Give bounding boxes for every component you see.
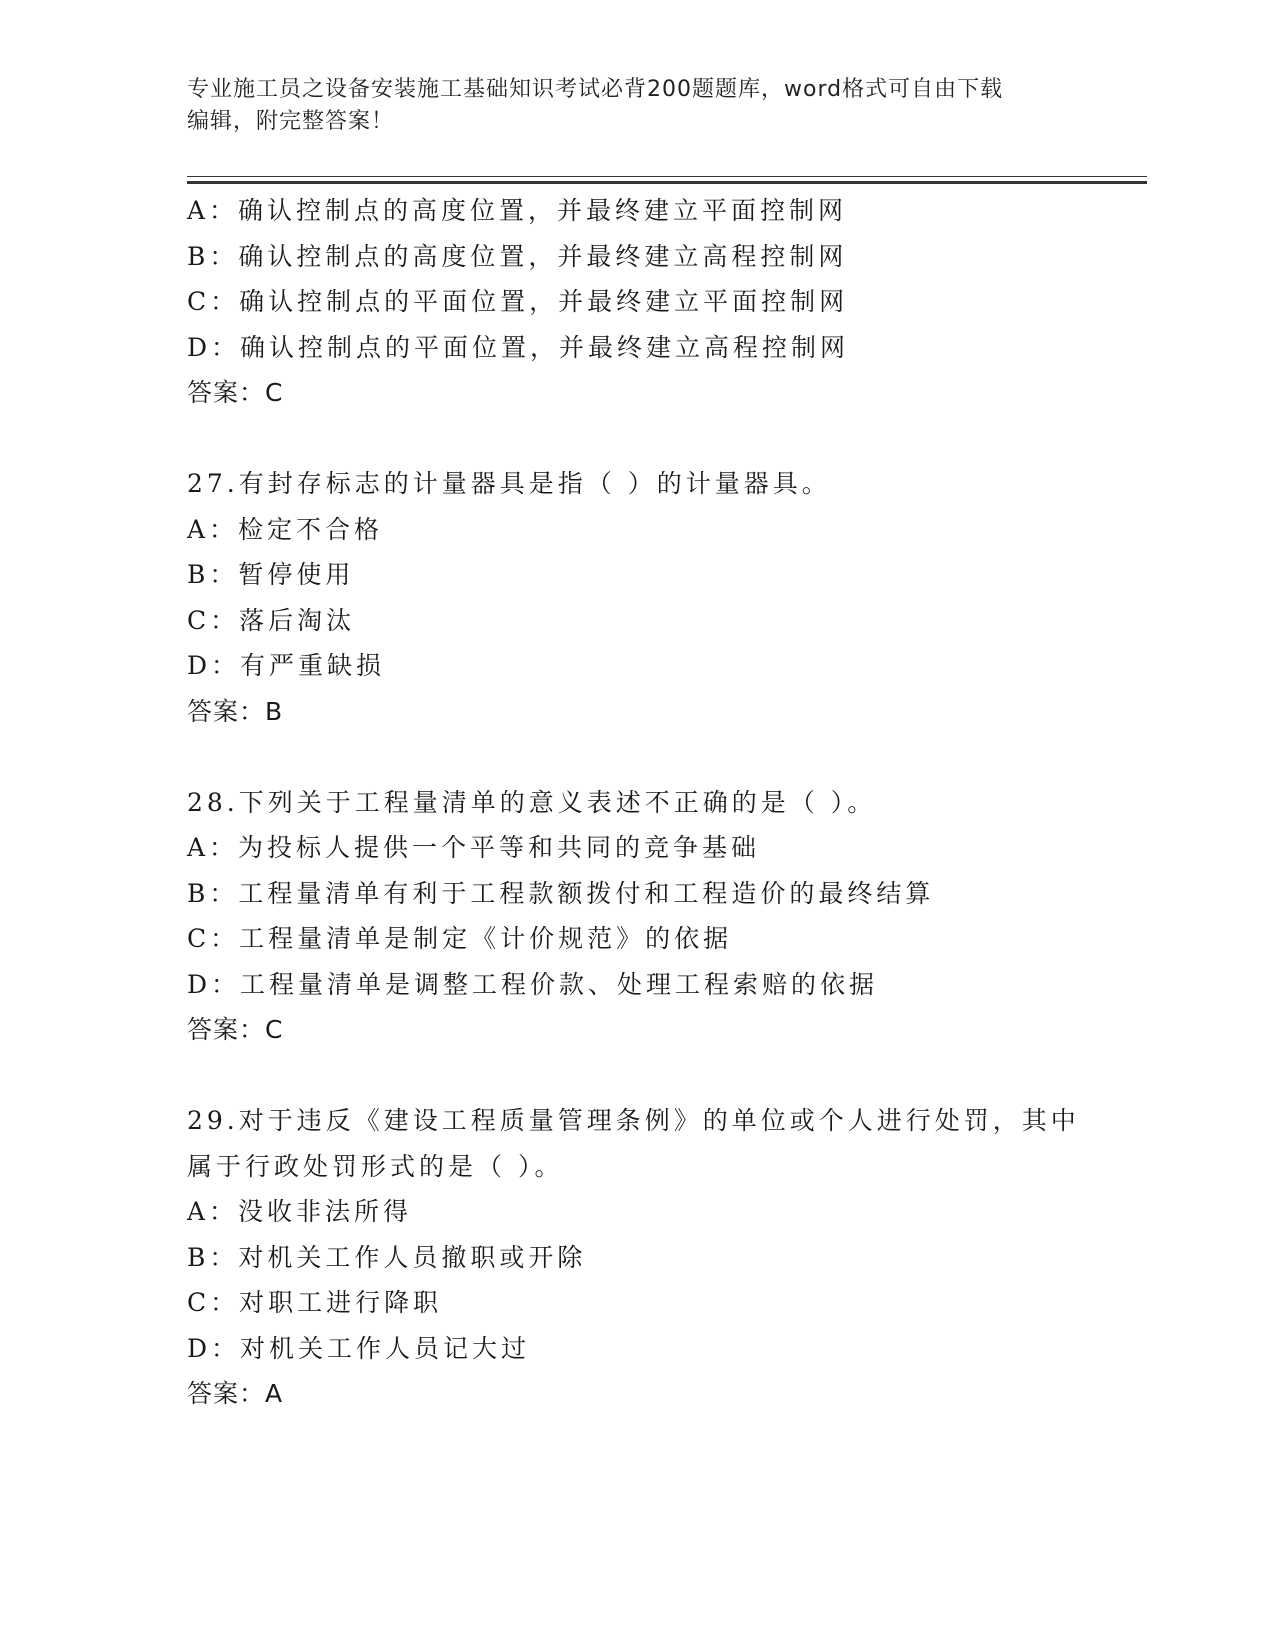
option-c: C：工程量清单是制定《计价规范》的依据 <box>187 924 733 953</box>
option-d: D：确认控制点的平面位置，并最终建立高程控制网 <box>187 332 850 362</box>
option-a: A：确认控制点的高度位置，并最终建立平面控制网 <box>187 196 848 225</box>
question-stem: 27.有封存标志的计量器具是指（ ）的计量器具。 <box>187 469 831 498</box>
header-divider-thick <box>187 181 1147 184</box>
question-29 <box>187 1098 1087 1417</box>
option-a: A：为投标人提供一个平等和共同的竞争基础 <box>187 833 761 862</box>
header-line-1: 专业施工员之设备安装施工基础知识考试必背200题题库，word格式可自由下载 <box>187 77 1004 102</box>
question-28 <box>187 780 1087 1053</box>
option-b: B：对机关工作人员撤职或开除 <box>187 1242 587 1272</box>
header-divider-thin <box>187 176 1147 177</box>
option-b: B：工程量清单有利于工程款额拨付和工程造价的最终结算 <box>187 878 935 908</box>
question-stem-line-1: 29.对于违反《建设工程质量管理条例》的单位或个人进行处罚，其中 <box>187 1106 1080 1135</box>
spacer <box>187 1053 1087 1099</box>
option-a: A：检定不合格 <box>187 514 384 544</box>
option-c: C：落后淘汰 <box>187 605 356 635</box>
option-d: D：有严重缺损 <box>187 651 386 680</box>
option-c: C：确认控制点的平面位置，并最终建立平面控制网 <box>187 287 849 316</box>
spacer <box>187 734 1087 780</box>
answer: 答案：C <box>187 378 284 407</box>
option-b: B：确认控制点的高度位置，并最终建立高程控制网 <box>187 241 848 271</box>
answer: 答案：C <box>187 1015 284 1044</box>
option-b: B：暂停使用 <box>187 560 355 589</box>
spacer <box>187 416 1087 462</box>
question-list <box>187 188 1087 1417</box>
option-d: D：工程量清单是调整工程价款、处理工程索赔的依据 <box>187 969 879 999</box>
question-stem: 28.下列关于工程量清单的意义表述不正确的是（ ）。 <box>187 787 877 817</box>
option-d: D：对机关工作人员记大过 <box>187 1333 531 1363</box>
question-27 <box>187 461 1087 734</box>
question-26 <box>187 188 1087 416</box>
header-line-2: 编辑，附完整答案！ <box>187 109 395 134</box>
answer: 答案：B <box>187 696 284 726</box>
document-header <box>187 74 1087 138</box>
option-c: C：对职工进行降职 <box>187 1288 443 1317</box>
answer: 答案：A <box>187 1379 284 1408</box>
question-stem-line-2: 属于行政处罚形式的是（ ）。 <box>187 1151 564 1181</box>
option-a: A：没收非法所得 <box>187 1197 413 1226</box>
